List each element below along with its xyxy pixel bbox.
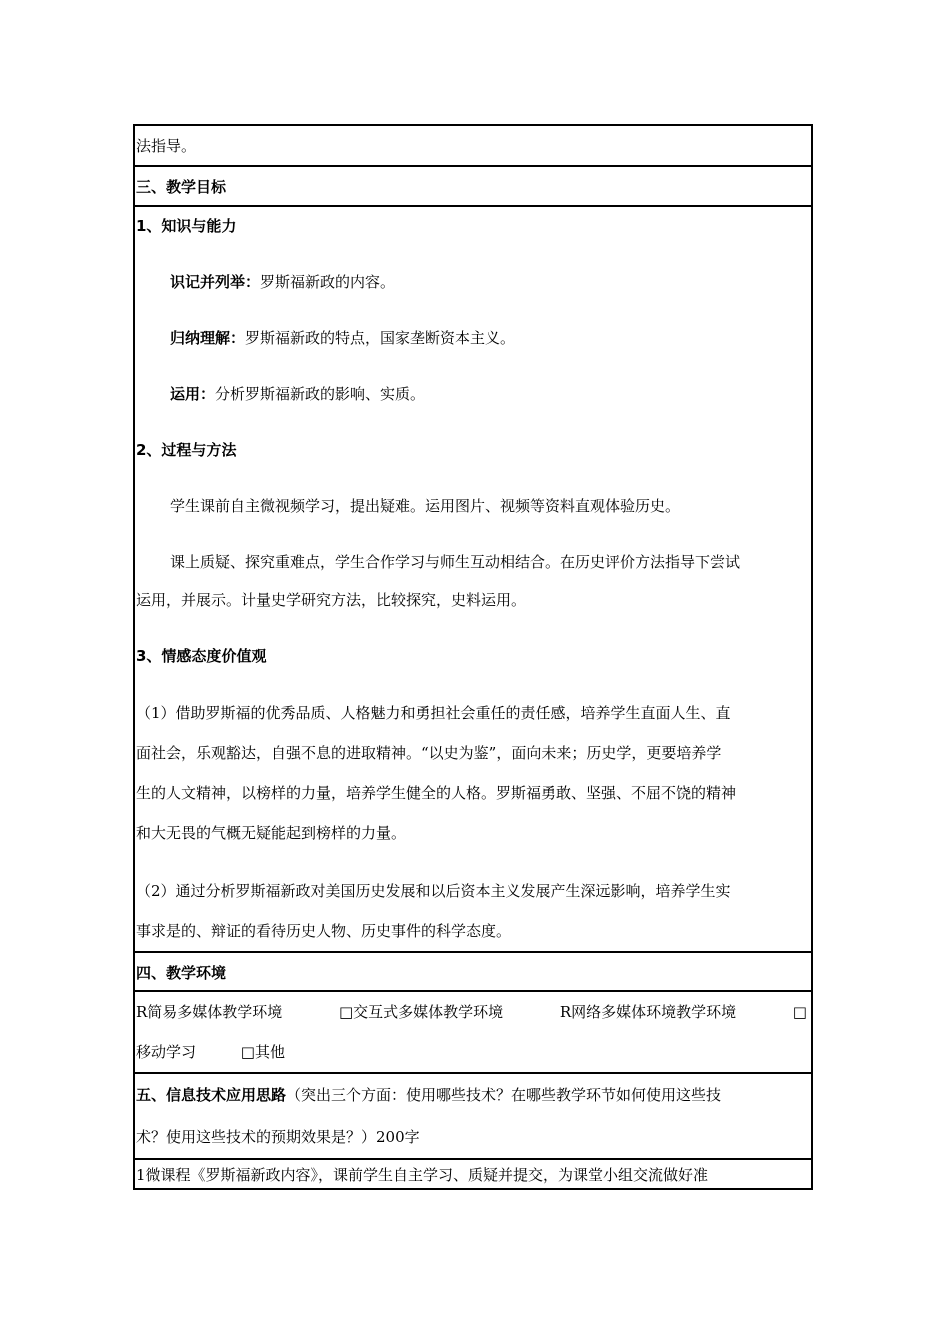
subsection-knowledge-title: 1、知识与能力 [136,217,237,235]
section-5-body [135,1158,811,1190]
subsection-process-title: 2、过程与方法 [136,441,237,459]
option-interactive-multimedia[interactable]: □交互式多媒体教学环境 [338,1003,504,1021]
section-4-title: 四、教学环境 [136,964,227,982]
continuation-text: 法指导。 [136,137,197,155]
option-mobile-label: 移动学习 [136,1043,197,1061]
option-simple-multimedia[interactable]: R简易多媒体教学环境 [136,1003,283,1021]
section-3-header [135,165,811,205]
attitude-para1-line1: （1）借助罗斯福的优秀品质、人格魅力和勇担社会重任的责任感，培养学生直面人生、直 [136,704,731,722]
attitude-para2-line1: （2）通过分析罗斯福新政对美国历史发展和以后资本主义发展产生深远影响，培养学生实 [136,882,731,900]
objective-recall [136,263,807,301]
process-paragraph-2-line-2: 运用，并展示。计量史学研究方法，比较探究，史料运用。 [136,591,527,609]
section-5-line-1 [136,1074,807,1116]
objective-recall-label: 识记并列举： [170,273,261,291]
section-3-title: 三、教学目标 [136,178,227,196]
attitude-para1-line3: 生的人文精神，以榜样的力量，培养学生健全的人格。罗斯福勇敢、坚强、不屈不饶的精神 [136,784,737,802]
process-paragraph-1: 学生课前自主微视频学习，提出疑难。运用图片、视频等资料直观体验历史。 [170,497,681,515]
objective-understand-label: 归纳理解： [170,329,246,347]
objective-understand-text: 罗斯福新政的特点，国家垄断资本主义。 [245,329,516,347]
section-4-options [135,990,811,1072]
objective-apply-label: 运用： [170,385,216,403]
section-5-note-a: （突出三个方面：使用哪些技术？在哪些教学环节如何使用这些技 [286,1086,722,1104]
objective-apply [136,375,807,413]
section-3-body [135,205,811,951]
objective-understand [136,319,807,357]
objective-recall-text: 罗斯福新政的内容。 [260,273,396,291]
section-5-header [135,1072,811,1158]
section-5-note-b: 术？使用这些技术的预期效果是？）200字 [136,1128,420,1146]
attitude-para1-line2: 面社会，乐观豁达，自强不息的进取精神。“以史为鉴”，面向未来；历史学，更要培养学 [136,744,722,762]
attitude-para1-line4: 和大无畏的气概无疑能起到榜样的力量。 [136,824,407,842]
row-continuation [135,124,811,165]
subsection-attitude-title: 3、情感态度价值观 [136,647,267,665]
process-paragraph-2-line-1: 课上质疑、探究重难点，学生合作学习与师生互动相结合。在历史评价方法指导下尝试 [170,553,741,571]
lesson-plan-table [133,124,813,1190]
section-5-body-text: 1微课程《罗斯福新政内容》，课前学生自主学习、质疑并提交，为课堂小组交流做好准 [136,1166,709,1184]
section-5-title: 五、信息技术应用思路 [136,1086,287,1104]
option-network-multimedia[interactable]: R网络多媒体环境教学环境 [559,1003,737,1021]
option-mobile-checkbox[interactable]: □ [792,1003,807,1021]
section-4-header [135,951,811,990]
option-other[interactable]: □其他 [240,1043,285,1061]
attitude-para2-line2: 事求是的、辩证的看待历史人物、历史事件的科学态度。 [136,922,512,940]
objective-apply-text: 分析罗斯福新政的影响、实质。 [215,385,426,403]
